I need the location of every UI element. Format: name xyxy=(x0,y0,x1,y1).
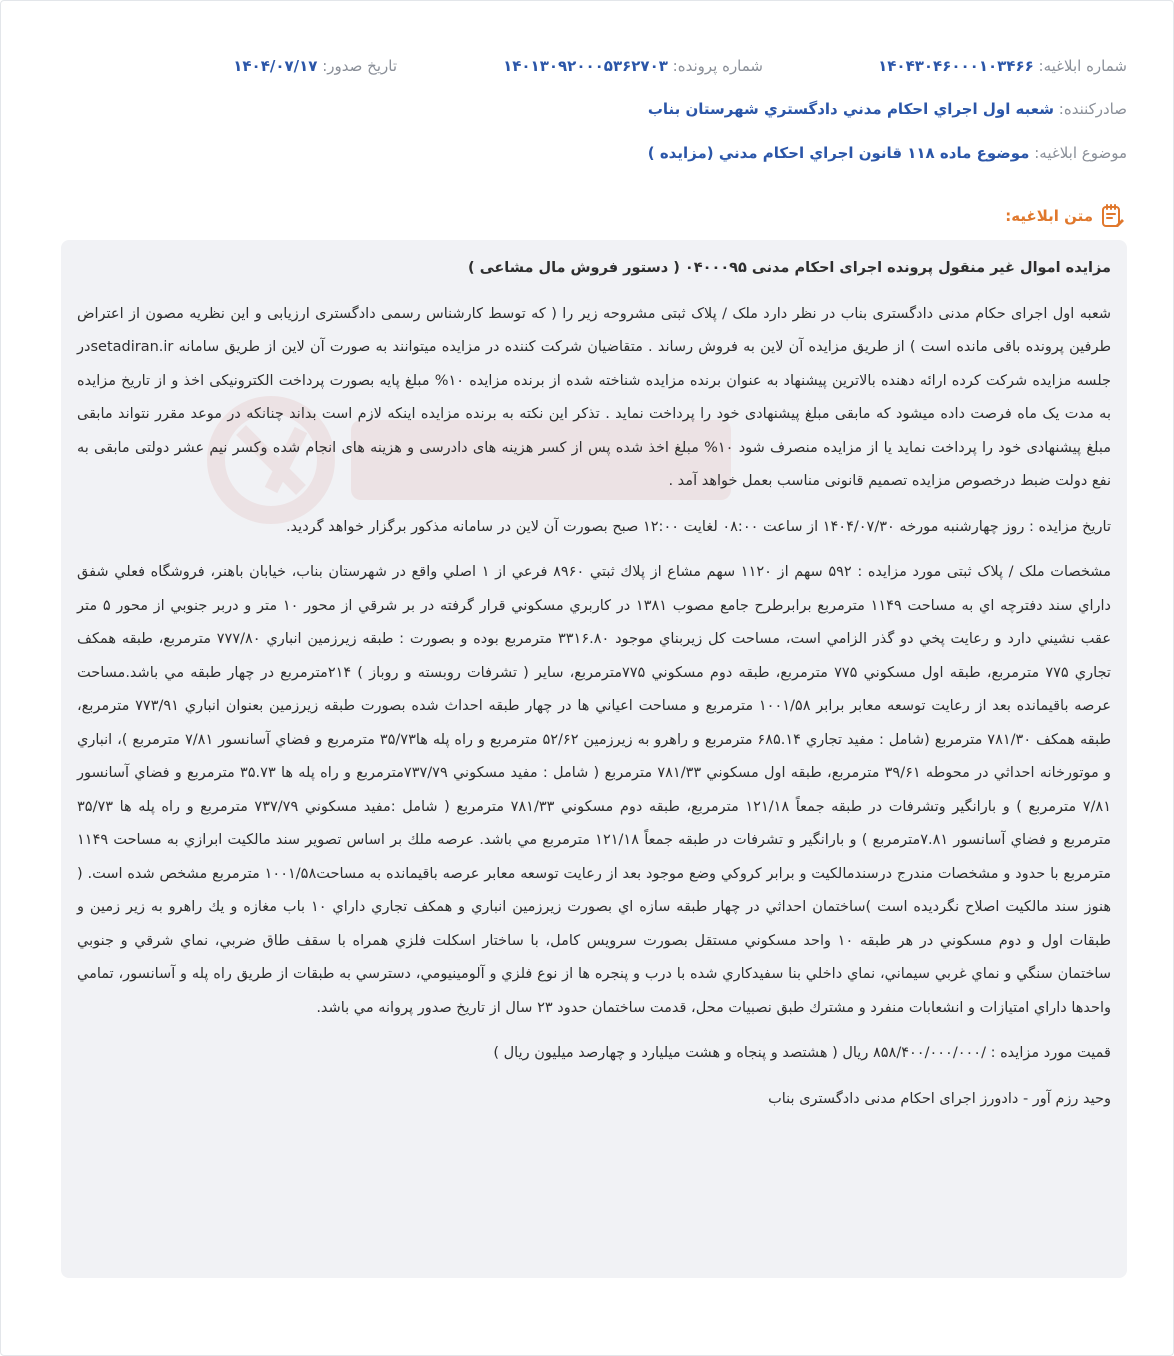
notice-number xyxy=(878,57,1127,75)
issue-date-label: تاریخ صدور: xyxy=(322,57,397,75)
notice-text-heading xyxy=(1005,203,1125,229)
issuer-label: صادرکننده: xyxy=(1058,100,1127,118)
issue-date-value: ۱۴۰۴/۰۷/۱۷ xyxy=(233,57,318,75)
body-paragraph-property-specs: مشخصات ملک / پلاک ثبتی مورد مزایده : ۵۹۲ سهم از ۱۱۲۰ سهم مشاع از پلاك ثبتي ۸۹۶۰ فرعي از ۱ اصلي واقع در شهرستان بناب، خيابان باهنر، فروشگاه فعلي شفق داراي سند دفترچه اي به مساحت ۱۱۴۹ مترمربع برابرطرح جامع مصوب ۱۳۸۱ در كاربري مسكوني قرار گرفته در بر شرقي از محور ۱۰ متر و دربر جنوبي از محور ۵ متر عقب نشيني دارد و رعايت پخي دو گذر الزامي است، مساحت كل زيربناي موجود ۳۳۱۶.۸۰ مترمربع بوده و بصورت : طبقه زيرزمين انباري ۷۷۷/۸۰ مترمربع، طبقه همكف تجاري ۷۷۵ مترمربع، طبقه اول مسكوني ۷۷۵ مترمربع، طبقه دوم مسكوني ۷۷۵مترمربع، ساير ( تشرفات روبسته و روباز ) ۲۱۴مترمربع در چهار طبقه مي باشد.مساحت عرصه باقيمانده بعد از رعايت توسعه معابر برابر ۱۰۰۱/۵۸ مترمربع و مساحت اعياني ها در چهار طبقه احداث شده بصورت طبقه زيرزمين بعنوان انباري ۷۷۳/۹۱ مترمربع، طبقه همكف ۷۸۱/۳۰ مترمربع (شامل : مفيد تجاري ۶۸۵.۱۴ مترمربع و راهرو به زيرزمين ۵۲/۶۲ مترمربع و راه پله ها۳۵/۷۳ مترمربع و فضاي آسانسور ۷/۸۱ مترمربع )، انباري و موتورخانه احداثي در محوطه ۳۹/۶۱ مترمربع، طبقه اول مسكوني ۷۸۱/۳۳ مترمربع ( شامل : مفيد مسكوني ۷۳۷/۷۹مترمربع و راه پله ها ۳۵.۷۳ مترمربع و فضاي آسانسور ۷/۸۱ مترمربع ) و بارانگير وتشرفات در طبقه جمعاً ۱۲۱/۱۸ مترمربع، طبقه دوم مسكوني ۷۸۱/۳۳ مترمربع ( شامل :مفيد مسكوني ۷۳۷/۷۹ مترمربع و راه پله ها ۳۵/۷۳ مترمربع و فضاي آسانسور ۷.۸۱مترمربع ) و بارانگير و تشرفات در طبقه جمعاً ۱۲۱/۱۸ مترمربع مي باشد. عرصه ملك بر اساس تصوير سند مالكيت ابرازي به مساحت ۱۱۴۹ مترمربع با حدود و مشخصات مندرج درسندمالكيت و برابر كروكي وضع موجود بعد از رعايت توسعه معابر عرصه باقيمانده به مساحت۱۰۰۱/۵۸ مترمربع مشخص شده است. ( هنوز سند مالكيت اصلاح نگرديده است )ساختمان احداثي در چهار طبقه سازه اي بصورت زيرزمين انباري و همكف تجاري داراي ۱۰ باب مغازه و يك راهرو به زير زمين و طبقات اول و دوم مسكوني در هر طبقه ۱۰ واحد مسكوني مستقل بصورت سرويس كامل، با ساختار اسكلت فلزي همراه با سقف طاق ضربي، نماي شرقي و جنوبي ساختمان سنگي و نماي غربي سيماني، نماي داخلي بنا سفيدكاري شده با درب و پنجره ها از نوع فلزي و آلومينيومي، دسترسي به طبقات از طريق راه پله و آسانسور، تمامي واحدها داراي امتيازات و انشعابات منفرد و مشترك طبق نصبيات محل، قدمت ساختمان حدود ۲۳ سال از تاريخ صدور پروانه مي باشد. xyxy=(77,564,1112,1016)
notice-number-value: ۱۴۰۴۳۰۴۶۰۰۰۱۰۳۴۶۶ xyxy=(878,57,1034,75)
case-number-value: ۱۴۰۱۳۰۹۲۰۰۰۵۳۶۲۷۰۳ xyxy=(503,57,668,75)
body-paragraph-auction-terms: شعبه اول اجرای حکام مدنی دادگستری بناب در نظر دارد ملک / پلاک ثبتی مشروحه زیر را ( که توسط کارشناس رسمی دادگستری ارزیابی و این نظریه مصون از اعتراض طرفین پرونده باقی مانده است ) از طریق مزایده آن لاین به فروش رساند . متقاضیان شرکت کننده در مزایده میتوانند به صورت آن لاین از طریق سامانه setadiran.irدر جلسه مزایده شرکت کرده ارائه دهنده بالاترین پیشنهاد به عنوان برنده مزایده شناخته شده از برنده مزایده ۱۰% مبلغ پایه بصورت پرداخت الکترونیکی اخذ و از تاریخ مزایده به مدت یک ماه فرصت داده میشود که مابقی مبلغ پیشنهادی خود را پرداخت نماید . تذکر این نکته به برنده مزایده اینکه لازم است بداند چنانکه در موعد مقرر نتواند مابقی مبلغ پیشنهادی خود را پرداخت نماید یا از مزایده منصرف شود ۱۰% مبلغ اخذ شده پس از کسر هزینه های دادرسی و هزینه های انجام شده وکسر نیم عشر دولتی مابقی به نفع دولت ضبط درخصوص مزایده تصمیم قانونی مناسب بعمل خواهد آمد . xyxy=(77,305,1111,489)
subject-label: موضوع ابلاغیه: xyxy=(1034,144,1127,162)
notice-number-label: شماره ابلاغیه: xyxy=(1038,57,1127,75)
body-paragraph-price: قمیت مورد مزایده : /۸۵۸/۴۰۰/۰۰۰/۰۰۰ ریال ( هشتصد و پنجاه و هشت میلیارد و چهارصد میلیون ریال ) xyxy=(493,1045,1111,1061)
case-number-label: شماره پرونده: xyxy=(672,57,763,75)
notice-text-title: متن ابلاغیه: xyxy=(1005,207,1093,225)
issuer-line xyxy=(648,100,1127,118)
case-number xyxy=(503,57,763,75)
notice-body xyxy=(61,240,1127,1278)
notice-meta-row xyxy=(41,57,1127,83)
body-paragraph-title: مزایده اموال غیر منقول پرونده اجرای احکام مدنی ۰۴۰۰۰۹۵ ( دستور فروش مال مشاعی ) xyxy=(468,260,1111,276)
body-paragraph-auction-date: تاریخ مزایده : روز چهارشنبه مورخه ۱۴۰۴/۰۷/۳۰ از ساعت ۰۸:۰۰ لغایت ۱۲:۰۰ صبح بصورت آن لاین در سامانه مذکور برگزار خواهد گردید. xyxy=(285,518,1111,535)
subject-value: موضوع ماده ۱۱۸ قانون اجراي احكام مدني (مزايده ) xyxy=(647,144,1030,162)
note-icon xyxy=(1099,203,1125,229)
issuer-value: شعبه اول اجراي احكام مدني دادگستري شهرستان بناب xyxy=(647,100,1054,118)
body-paragraph-signature: وحید رزم آور - دادورز اجرای احکام مدنی دادگستری بناب xyxy=(768,1090,1111,1107)
issue-date xyxy=(233,57,397,75)
subject-line xyxy=(648,144,1127,162)
